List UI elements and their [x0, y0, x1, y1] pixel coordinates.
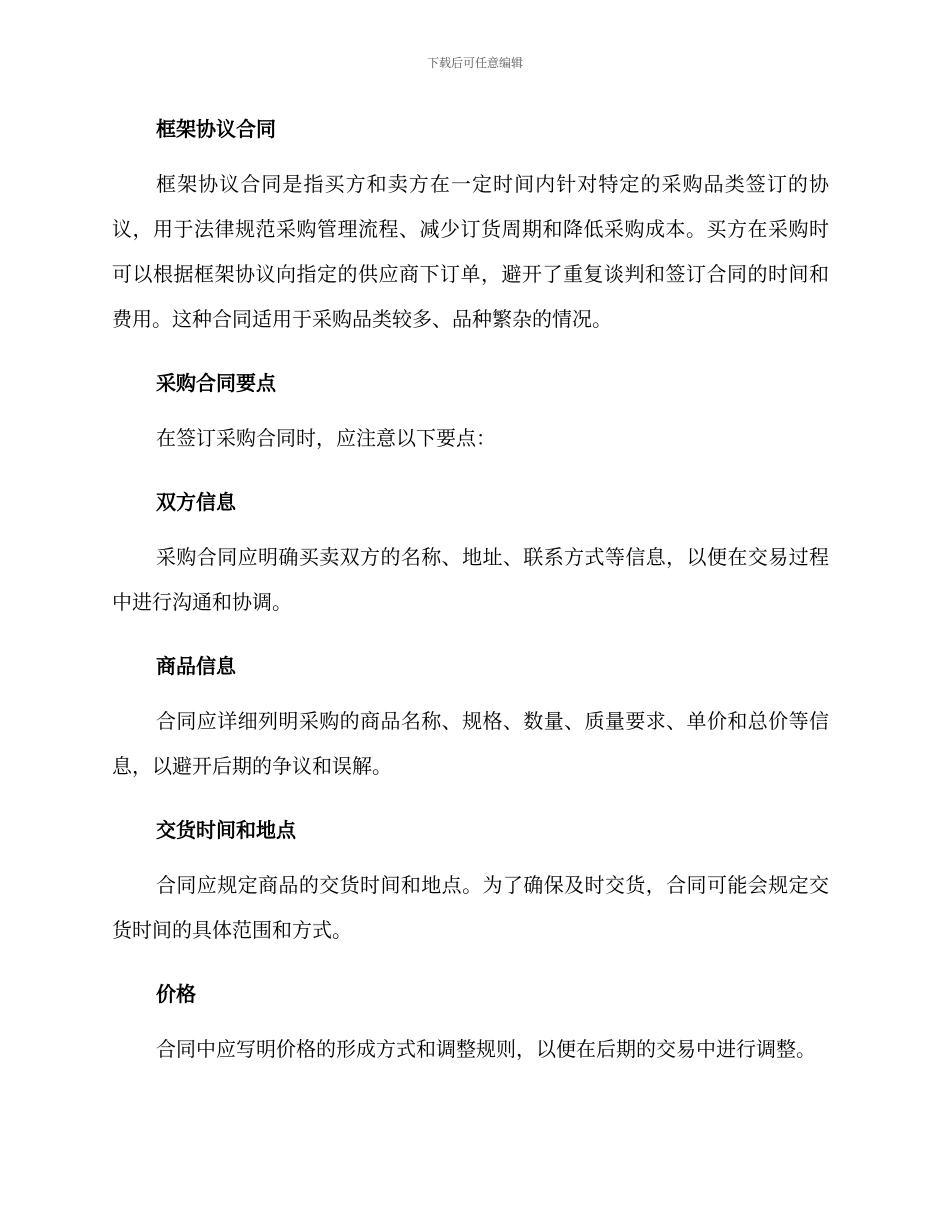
section-heading: 交货时间和地点: [156, 818, 296, 842]
section-product-info: [112, 643, 829, 789]
section-paragraph: 在签订采购合同时，应注意以下要点：: [156, 426, 496, 450]
document-body: [112, 106, 829, 1090]
section-party-info: [112, 479, 829, 625]
page-header: 下载后可任意编辑: [426, 56, 523, 70]
section-heading: 双方信息: [156, 490, 236, 514]
section-heading: 商品信息: [156, 654, 236, 678]
section-delivery: [112, 807, 829, 953]
section-contract-key-points: [112, 360, 829, 461]
section-price: [112, 971, 829, 1072]
section-paragraph: 合同中应写明价格的形成方式和调整规则，以便在后期的交易中进行调整。: [156, 1037, 816, 1061]
section-heading: 框架协议合同: [156, 117, 276, 141]
section-paragraph: 合同应详细列明采购的商品名称、规格、数量、质量要求、单价和总价等信息，以避开后期的争议和误解。: [112, 709, 829, 778]
section-paragraph: 框架协议合同是指买方和卖方在一定时间内针对特定的采购品类签订的协议，用于法律规范采购管理流程、减少订货周期和降低采购成本。买方在采购时可以根据框架协议向指定的供应商下订单，避开了重复谈判和签订合同的时间和费用。这种合同适用于采购品类较多、品种繁杂的情况。: [112, 172, 829, 331]
section-paragraph: 合同应规定商品的交货时间和地点。为了确保及时交货，合同可能会规定交货时间的具体范围和方式。: [112, 873, 829, 942]
section-heading: 价格: [156, 982, 196, 1006]
section-heading: 采购合同要点: [156, 371, 276, 395]
section-paragraph: 采购合同应明确买卖双方的名称、地址、联系方式等信息，以便在交易过程中进行沟通和协调。: [112, 545, 829, 614]
section-framework-agreement: [112, 106, 829, 342]
